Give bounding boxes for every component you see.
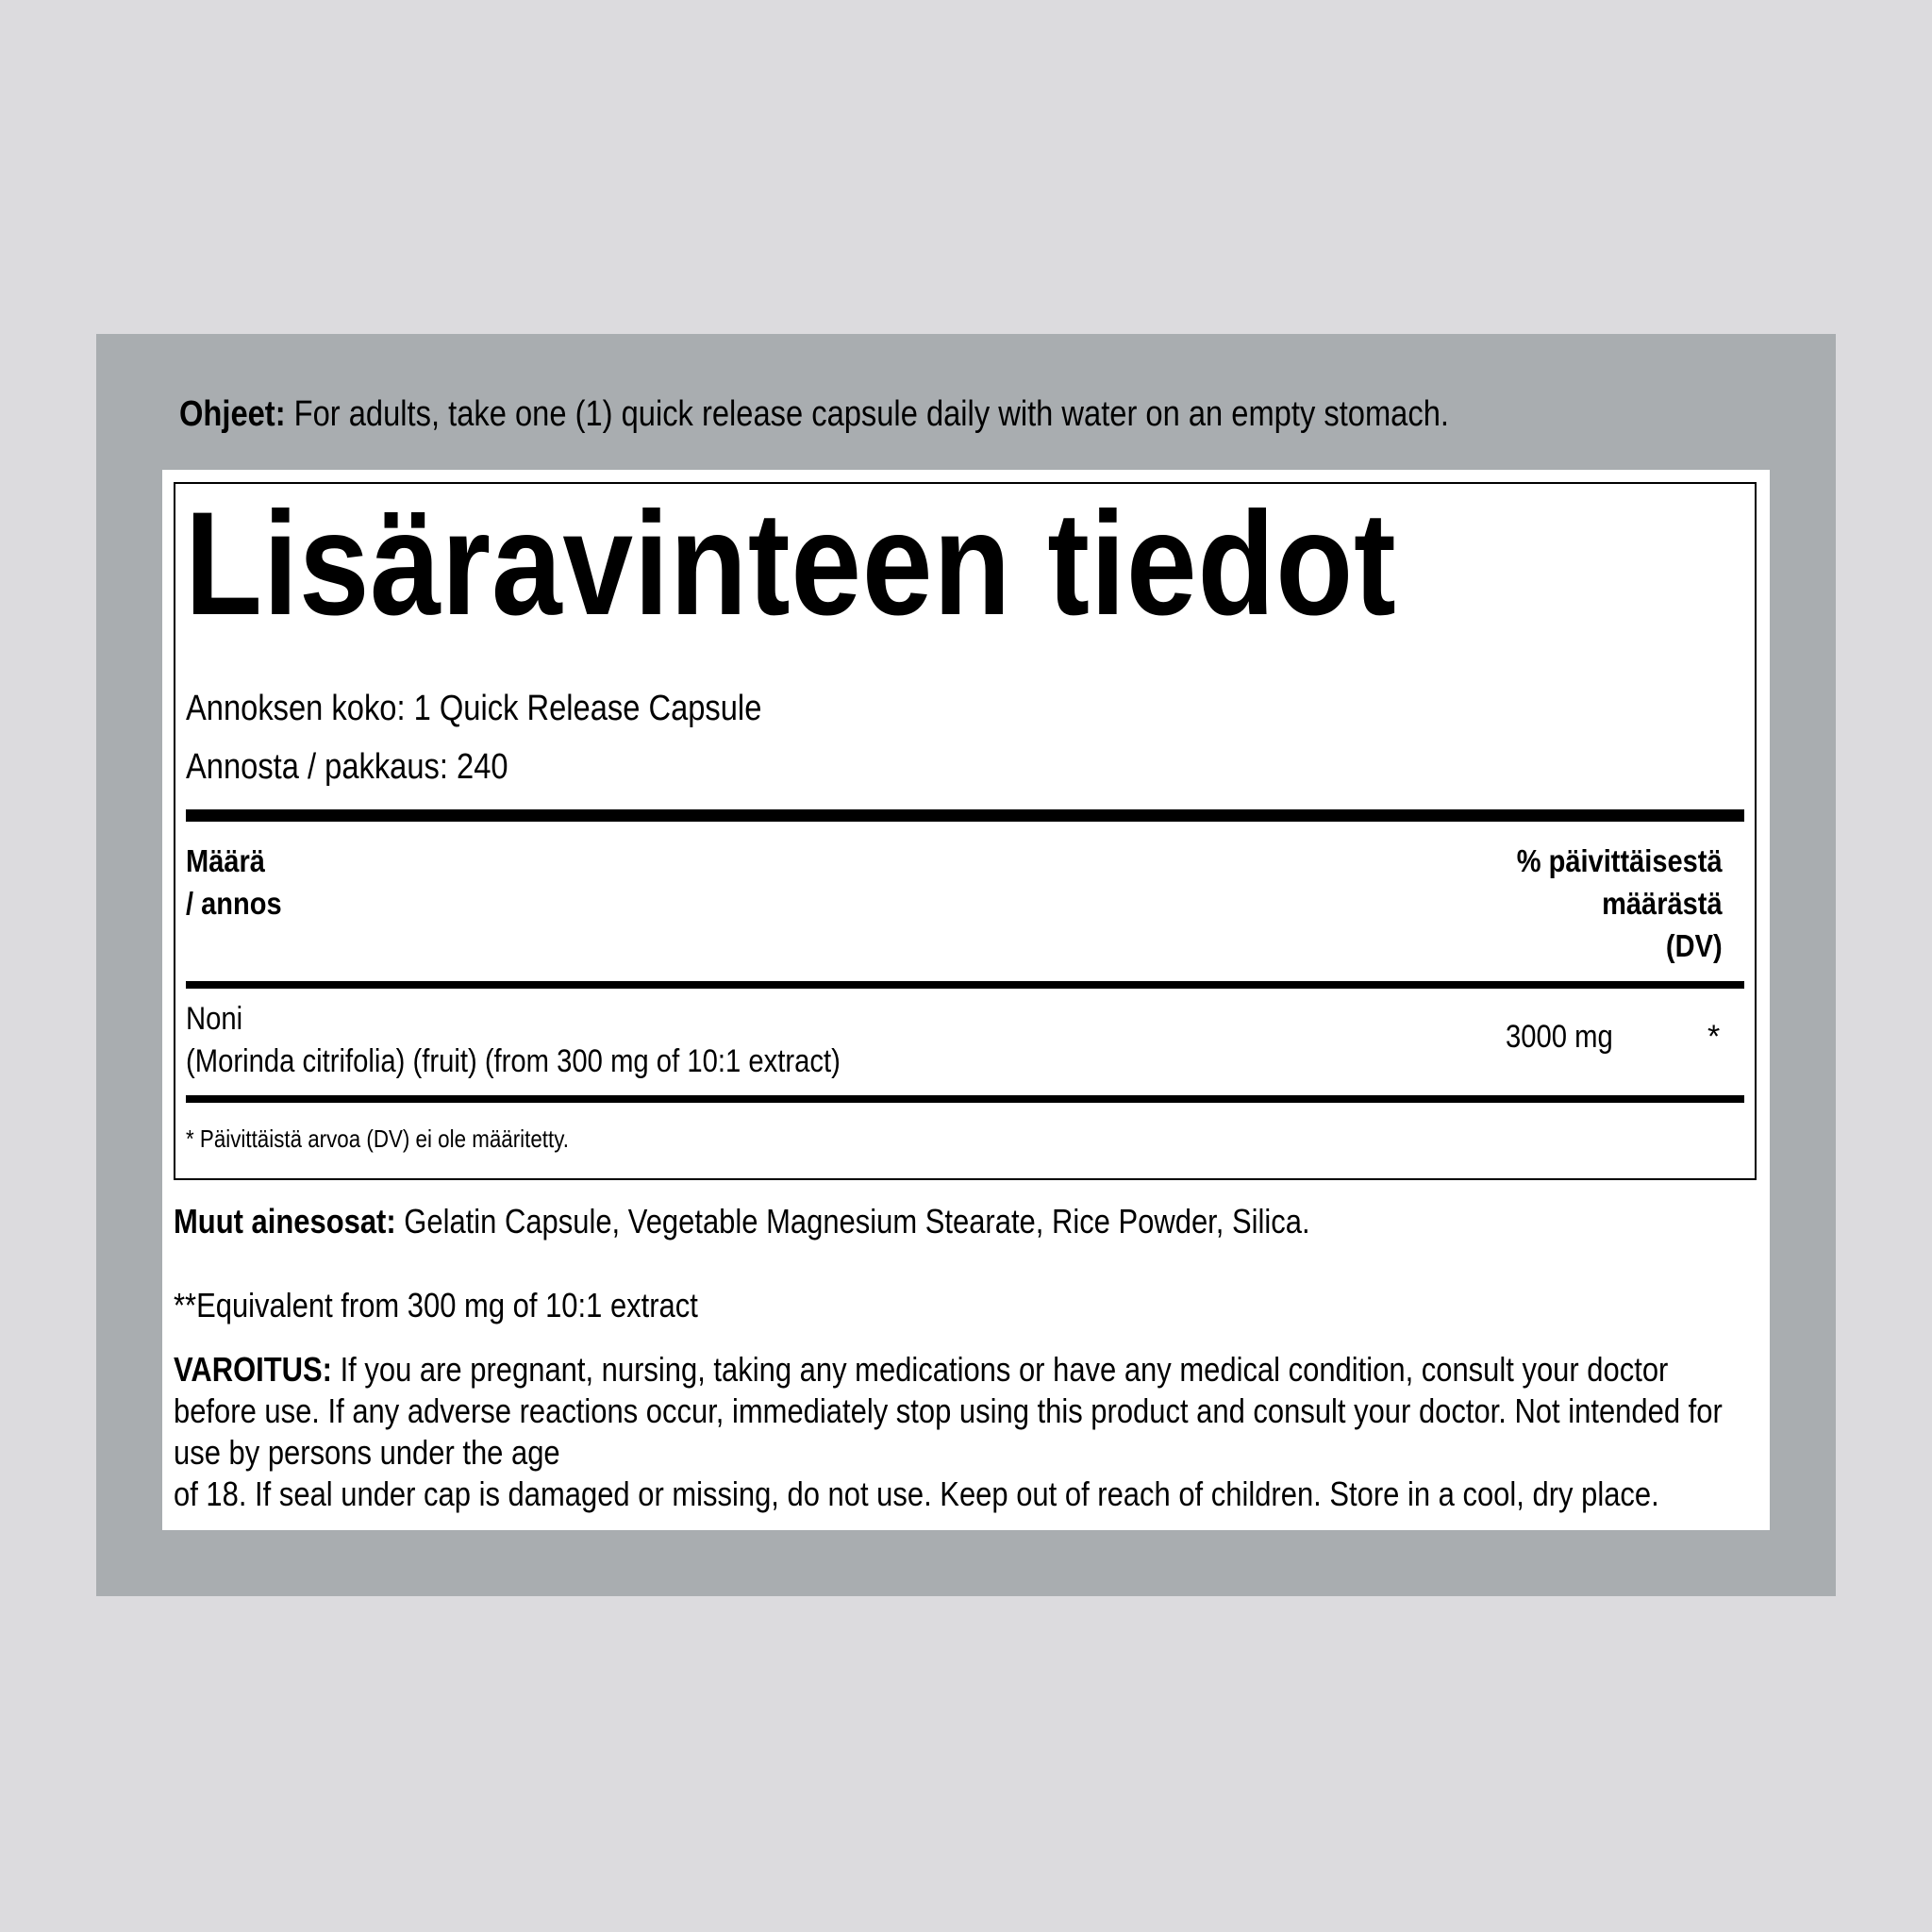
bottom-divider xyxy=(186,1095,1744,1103)
dv-header-line1: % päivittäisestä xyxy=(1517,843,1723,878)
serving-size: Annoksen koko: 1 Quick Release Capsule xyxy=(186,689,762,728)
amount-header-line2: / annos xyxy=(186,886,282,921)
warning-label: VAROITUS: xyxy=(174,1350,332,1389)
amount-header-line1: Määrä xyxy=(186,843,265,878)
directions xyxy=(179,394,1449,435)
warning xyxy=(174,1349,1723,1515)
directions-label: Ohjeet: xyxy=(179,394,286,434)
thick-divider xyxy=(186,809,1744,822)
warning-line1: If you are pregnant, nursing, taking any medications or have any medical condition, consult your doctor xyxy=(331,1350,1669,1389)
dv-footnote: * Päivittäistä arvoa (DV) ei ole määritetty. xyxy=(186,1124,569,1153)
other-ingredients xyxy=(174,1201,1310,1242)
dv-header-line3: (DV) xyxy=(1666,928,1723,963)
other-ingredients-text: Gelatin Capsule, Vegetable Magnesium Stearate, Rice Powder, Silica. xyxy=(395,1202,1310,1241)
daily-value-header xyxy=(1517,840,1723,967)
amount-per-serving-header xyxy=(186,840,282,924)
warning-line4: of 18. If seal under cap is damaged or missing, do not use. Keep out of reach of children. Store in a cool, dry place. xyxy=(174,1474,1659,1513)
ingredient-name: Noni xyxy=(186,1001,243,1037)
header-divider xyxy=(186,981,1744,989)
equivalent-note: **Equivalent from 300 mg of 10:1 extract xyxy=(174,1286,698,1324)
servings-per-container: Annosta / pakkaus: 240 xyxy=(186,747,508,787)
ingredient-amount: 3000 mg xyxy=(1506,1019,1613,1055)
ingredient-dv: * xyxy=(1707,1019,1721,1055)
facts-title: Lisäravinteen tiedot xyxy=(185,482,1397,646)
warning-line3: use by persons under the age xyxy=(174,1433,560,1472)
other-ingredients-label: Muut ainesosat: xyxy=(174,1202,396,1241)
ingredient-row-name xyxy=(186,998,841,1083)
directions-text: For adults, take one (1) quick release capsule daily with water on an empty stomach. xyxy=(285,394,1449,434)
dv-header-line2: määrästä xyxy=(1602,886,1723,921)
warning-line2: before use. If any adverse reactions occur, immediately stop using this product and consult your doctor. Not intended for xyxy=(174,1391,1723,1430)
ingredient-detail: (Morinda citrifolia) (fruit) (from 300 mg of 10:1 extract) xyxy=(186,1043,841,1079)
